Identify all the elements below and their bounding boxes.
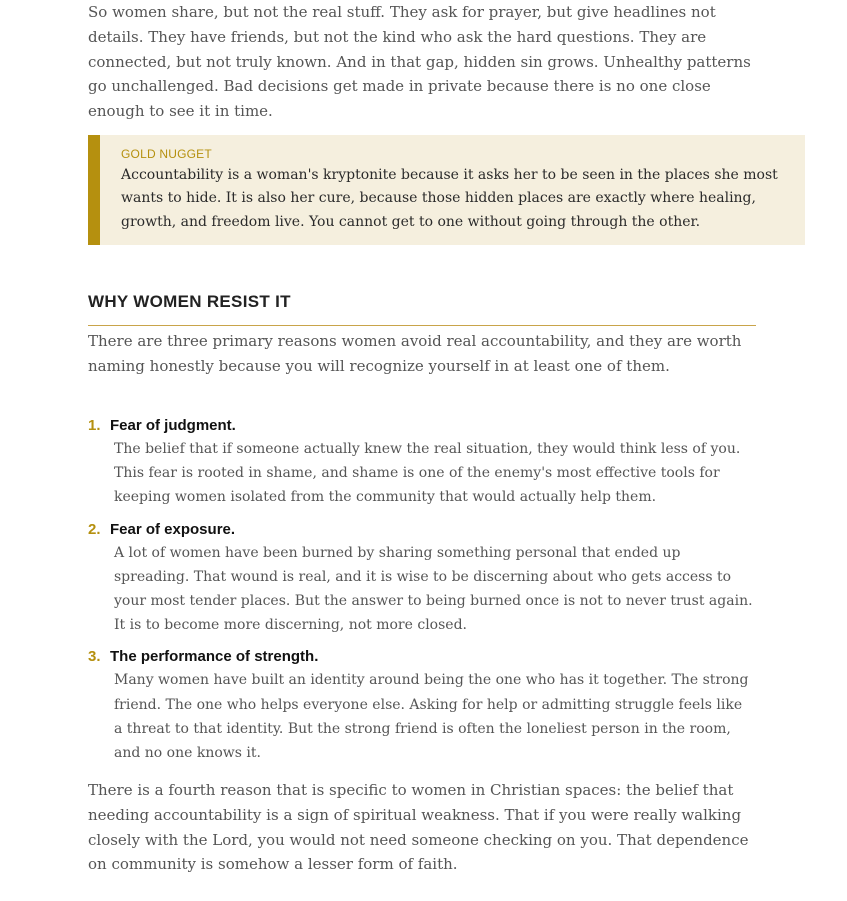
gold-nugget-callout: [88, 135, 805, 245]
reason-heading: [88, 646, 758, 668]
reason-title: The performance of strength.: [110, 648, 319, 666]
reason-body: Many women have built an identity around being the one who has it together. The strong friend. The one who helps everyone else. Asking for help or admitting struggle feels like a threat to that identity. But the strong friend is often the loneliest person in the room, and no one knows it.: [114, 672, 749, 762]
reason-title: Fear of judgment.: [110, 417, 236, 434]
section-heading: WHY WOMEN RESIST IT: [88, 292, 756, 326]
list-item: [88, 415, 758, 510]
reason-number: 2.: [88, 520, 101, 538]
intro-paragraph: So women share, but not the real stuff. They ask for prayer, but give headlines not details. They have friends, but not the kind who ask the hard questions. They are connected, but not truly known. And in that gap, hidden sin grows. Unhealthy patterns go unchallenged. Bad decisions get made in private because there is no one close enough to see it in time.: [88, 3, 751, 121]
reason-body: A lot of women have been burned by sharing something personal that ended up spreading. That wound is real, and it is wise to be discerning about who gets access to your most tender places. But the answer to being burned once is not to never trust again. It is to become more discerning, not more closed.: [114, 544, 753, 634]
list-item: [88, 519, 758, 638]
reason-title: Fear of exposure.: [110, 520, 236, 538]
reason-body: The belief that if someone actually knew the real situation, they would think less of you. This fear is rooted in shame, and shame is one of the enemy's most effective tools for keeping women isolated from the community that would actually help them.: [114, 441, 741, 506]
fourth-reason-paragraph: There is a fourth reason that is specific to women in Christian spaces: the belief that needing accountability is a sign of spiritual weakness. That if you were really walking closely with the Lord, you would not need someone checking on you. That dependence on community is somehow a lesser form of faith.: [88, 781, 749, 874]
article-body: [88, 0, 758, 124]
reason-heading: [88, 519, 758, 541]
gold-nugget-label: GOLD NUGGET: [121, 147, 212, 161]
gold-nugget-text: Accountability is a woman's kryptonite because it asks her to be seen in the places she most wants to hide. It is also her cure, because those hidden places are exactly where healing, growth, and freedom live. You cannot get to one without going through the other.: [121, 167, 778, 230]
list-item: [88, 646, 758, 765]
section-lead-paragraph: There are three primary reasons women avoid real accountability, and they are worth naming honestly because you will recognize yourself in at least one of them.: [88, 332, 742, 375]
reason-number: 1.: [88, 417, 101, 434]
reasons-list: [88, 415, 758, 774]
reason-heading: [88, 415, 758, 437]
reason-number: 3.: [88, 648, 101, 666]
